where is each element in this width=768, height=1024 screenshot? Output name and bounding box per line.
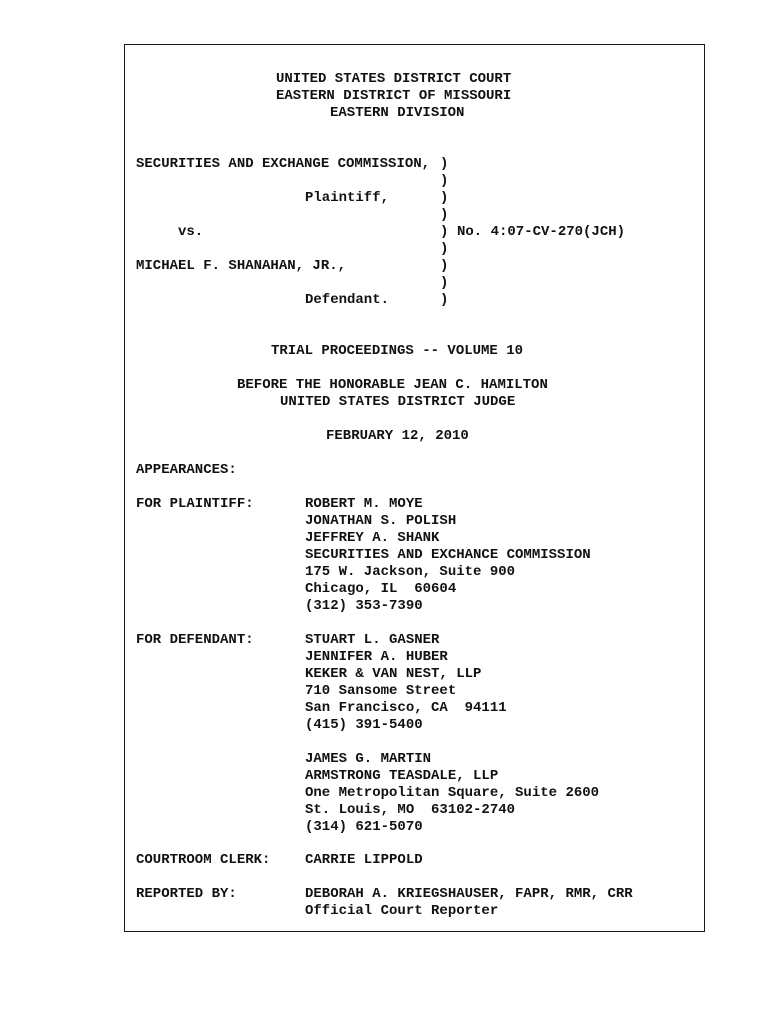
plaintiff-counsel-line: (312) 353-7390 xyxy=(305,598,423,614)
plaintiff-counsel-line: JEFFREY A. SHANK xyxy=(305,530,440,546)
defendant-name: MICHAEL F. SHANAHAN, JR., xyxy=(136,258,347,274)
defendant-counsel-line: ARMSTRONG TEASDALE, LLP xyxy=(305,768,499,784)
judge-line: BEFORE THE HONORABLE JEAN C. HAMILTON xyxy=(237,377,548,393)
caption-bracket: ) xyxy=(440,173,449,189)
court-district: EASTERN DISTRICT OF MISSOURI xyxy=(276,88,512,104)
reporter-label: REPORTED BY: xyxy=(136,886,237,902)
reporter-name: DEBORAH A. KRIEGSHAUSER, FAPR, RMR, CRR xyxy=(305,886,633,902)
caption-bracket: ) xyxy=(440,275,449,291)
defendant-counsel-line: STUART L. GASNER xyxy=(305,632,440,648)
caption-bracket: ) xyxy=(440,258,449,274)
defendant-counsel-line: San Francisco, CA 94111 xyxy=(305,700,507,716)
caption-bracket: ) xyxy=(440,207,449,223)
plaintiff-name: SECURITIES AND EXCHANGE COMMISSION, xyxy=(136,156,431,172)
caption-bracket: ) xyxy=(440,190,449,206)
defendant-counsel-label: FOR DEFENDANT: xyxy=(136,632,254,648)
reporter-title: Official Court Reporter xyxy=(305,903,499,919)
defendant-role: Defendant. xyxy=(305,292,390,308)
plaintiff-counsel-line: SECURITIES AND EXCHANCE COMMISSION xyxy=(305,547,591,563)
proceedings-title: TRIAL PROCEEDINGS -- VOLUME 10 xyxy=(271,343,524,359)
clerk-label: COURTROOM CLERK: xyxy=(136,852,271,868)
versus-label: vs. xyxy=(178,224,204,240)
court-division: EASTERN DIVISION xyxy=(330,105,465,121)
transcript-page xyxy=(124,44,705,932)
plaintiff-counsel-line: 175 W. Jackson, Suite 900 xyxy=(305,564,516,580)
plaintiff-counsel-line: JONATHAN S. POLISH xyxy=(305,513,457,529)
plaintiff-counsel-label: FOR PLAINTIFF: xyxy=(136,496,254,512)
defendant-counsel-line: JENNIFER A. HUBER xyxy=(305,649,448,665)
caption-bracket: ) xyxy=(440,241,449,257)
defendant-counsel-line: 710 Sansome Street xyxy=(305,683,457,699)
defendant-counsel-line: KEKER & VAN NEST, LLP xyxy=(305,666,482,682)
court-name: UNITED STATES DISTRICT COURT xyxy=(276,71,512,87)
defendant-counsel-line: One Metropolitan Square, Suite 2600 xyxy=(305,785,600,801)
caption-bracket: ) xyxy=(440,224,449,240)
caption-bracket: ) xyxy=(440,292,449,308)
defendant-counsel-line: JAMES G. MARTIN xyxy=(305,751,432,767)
judge-title: UNITED STATES DISTRICT JUDGE xyxy=(280,394,516,410)
plaintiff-counsel-line: Chicago, IL 60604 xyxy=(305,581,457,597)
defendant-counsel-line: (415) 391-5400 xyxy=(305,717,423,733)
caption-bracket: ) xyxy=(440,156,449,172)
case-number: No. 4:07-CV-270(JCH) xyxy=(457,224,626,240)
defendant-counsel-line: St. Louis, MO 63102-2740 xyxy=(305,802,516,818)
defendant-counsel-line: (314) 621-5070 xyxy=(305,819,423,835)
clerk-name: CARRIE LIPPOLD xyxy=(305,852,423,868)
appearances-heading: APPEARANCES: xyxy=(136,462,237,478)
plaintiff-counsel-line: ROBERT M. MOYE xyxy=(305,496,423,512)
plaintiff-role: Plaintiff, xyxy=(305,190,390,206)
hearing-date: FEBRUARY 12, 2010 xyxy=(326,428,469,444)
